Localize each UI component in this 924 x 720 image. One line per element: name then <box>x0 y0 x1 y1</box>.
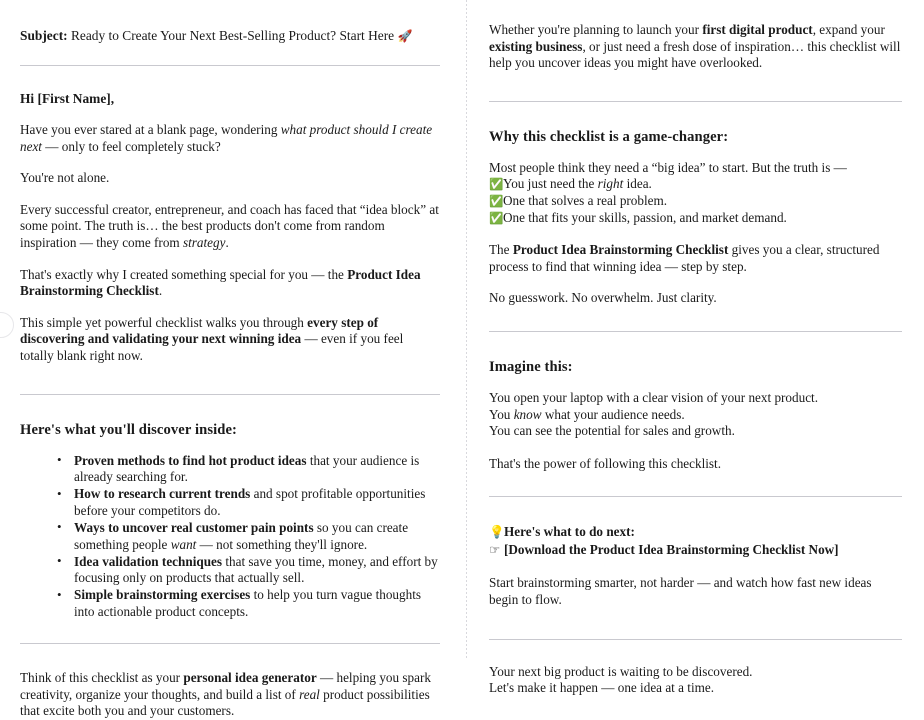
list-item <box>57 453 440 486</box>
emphasis-what-product: what product should I create next <box>20 122 433 154</box>
subject-line <box>20 27 440 45</box>
check-item <box>489 210 902 227</box>
cta-block <box>489 523 902 559</box>
personal-idea-generator-bold: personal idea generator <box>183 669 317 685</box>
check-item <box>489 193 902 210</box>
emphasis-real: real <box>299 686 320 702</box>
paragraph-text-cont: — helping you spark creativity, organize your thoughts, and build a list of <box>20 669 431 702</box>
list-item-bold: Proven methods to find hot product ideas <box>74 452 307 468</box>
list-item <box>57 587 440 620</box>
emphasis-strategy: strategy <box>182 234 226 250</box>
paragraph-created-special <box>20 267 440 300</box>
first-digital-product-bold: first digital product <box>702 22 813 37</box>
paragraph-text-end: product possibilities that excite both you and your customers. <box>20 686 430 719</box>
paragraph-whether-planning <box>489 22 902 72</box>
checklist-name-bold: Product Idea Brainstorming Checklist <box>512 242 729 258</box>
check-item-pre: You just need the <box>503 176 598 192</box>
list-item <box>57 554 440 587</box>
paragraph-text-cont: — even if you feel totally blank right now. <box>20 331 404 363</box>
checklist-intro: Most people think they need a “big idea” to start. But the truth is — <box>489 159 847 175</box>
imagine-block <box>489 390 902 440</box>
paragraph-personal-idea-generator <box>20 670 440 720</box>
cta-heading-line <box>489 524 635 539</box>
emphasis-know: know <box>513 406 542 422</box>
check-item-post: idea. <box>623 176 652 192</box>
paragraph-text: This simple yet powerful checklist walks you through <box>20 314 308 330</box>
paragraph-no-guesswork: No guesswork. No overwhelm. Just clarity. <box>489 290 717 306</box>
cta-download-line[interactable] <box>489 542 839 557</box>
paragraph-text-end: , or just need a fresh dose of inspiration… this checklist will help you uncover ideas you might have overlooked. <box>489 38 901 71</box>
existing-business-bold: existing business <box>489 38 583 54</box>
subject-label: Subject: <box>20 28 68 43</box>
lightbulb-icon: 💡 <box>489 524 505 540</box>
list-item-text-tail: — not something they'll ignore. <box>196 536 368 552</box>
paragraph-not-alone: You're not alone. <box>20 170 110 186</box>
paragraph-text-cont: . <box>225 234 229 250</box>
list-item-bold: How to research current trends <box>74 486 251 502</box>
paragraph-blank-page <box>20 122 440 155</box>
paragraph-structured-process <box>489 242 902 275</box>
signoff-line-1: Your next big product is waiting to be discovered. <box>489 663 753 679</box>
why-heading: Why this checklist is a game-changer: <box>489 128 729 145</box>
subject-text: Ready to Create Your Next Best-Selling Product? Start Here <box>67 28 398 43</box>
list-item-bold: Idea validation techniques <box>74 553 223 569</box>
list-item-text: to help you turn vague thoughts into actionable product concepts. <box>74 587 421 619</box>
check-item-pre: One that solves a real problem. <box>503 192 668 208</box>
paragraph-text: That's exactly why I created something special for you — the <box>20 266 348 282</box>
paragraph-text: Have you ever stared at a blank page, wondering <box>20 122 281 137</box>
list-item-bold: Ways to uncover real customer pain points <box>74 519 314 535</box>
check-item <box>489 176 902 193</box>
greeting: Hi [First Name], <box>20 91 115 106</box>
paragraph-text-cont: gives you a clear, structured process to find that winning idea — step by step. <box>489 242 880 274</box>
imagine-line-3: You can see the potential for sales and growth. <box>489 423 735 439</box>
paragraph-start-brainstorming: Start brainstorming smarter, not harder — and watch how fast new ideas begin to flow. <box>489 575 872 607</box>
list-item-emphasis: want <box>170 536 197 552</box>
imagine-line-2 <box>489 407 902 424</box>
signoff-block <box>489 664 902 697</box>
imagine-line-2-pre: You <box>489 406 514 422</box>
discover-heading: Here's what you'll discover inside: <box>20 421 238 438</box>
paragraph-thats-the-power: That's the power of following this checklist. <box>489 455 722 471</box>
list-item-text: so you can create something people <box>74 519 409 552</box>
discover-list <box>20 453 440 621</box>
signoff-line-2: Let's make it happen — one idea at a time. <box>489 680 715 696</box>
imagine-heading: Imagine this: <box>489 358 573 375</box>
list-item <box>57 486 440 519</box>
paragraph-text-cont: — only to feel completely stuck? <box>41 138 221 154</box>
paragraph-text-cont: , expand your <box>812 22 885 37</box>
list-item <box>57 520 440 553</box>
paragraph-text: Every successful creator, entrepreneur, and coach has faced that “idea block” at some point. The truth is… the best products don't come from random inspiration — they come from <box>20 201 439 250</box>
check-icon: ✅ <box>489 177 504 192</box>
paragraph-text: The <box>489 242 513 258</box>
paragraph-text-cont: . <box>158 283 163 299</box>
check-item-emphasis: right <box>597 176 624 192</box>
check-icon: ✅ <box>489 193 504 208</box>
imagine-line-1: You open your laptop with a clear vision of your next product. <box>489 389 819 405</box>
list-item-text: that save you time, money, and effort by focusing only on products that actually sell. <box>74 553 438 586</box>
checklist-block <box>489 160 902 226</box>
paragraph-idea-block <box>20 202 440 252</box>
list-item-bold: Simple brainstorming exercises <box>74 587 251 603</box>
every-step-bold: every step of discovering and validating your next winning idea <box>20 314 379 347</box>
right-column <box>466 0 924 696</box>
paragraph-text: Whether you're planning to launch your <box>489 22 703 37</box>
imagine-line-2-post: what your audience needs. <box>541 406 685 422</box>
rocket-icon: 🚀 <box>397 29 413 43</box>
list-item-text: that your audience is already searching for. <box>74 452 420 485</box>
download-link[interactable]: [Download the Product Idea Brainstorming Checklist Now] <box>504 542 839 558</box>
paragraph-text: Think of this checklist as your <box>20 669 184 685</box>
check-item-pre: One that fits your skills, passion, and market demand. <box>503 209 787 225</box>
pointing-hand-icon: ☞ <box>489 542 501 558</box>
cta-heading-text: Here's what to do next: <box>504 524 635 540</box>
list-item-text: and spot profitable opportunities before your competitors do. <box>74 486 426 518</box>
product-name-bold: Product Idea Brainstorming Checklist <box>20 266 421 299</box>
check-icon: ✅ <box>489 210 504 225</box>
paragraph-walks-you-through <box>20 315 440 365</box>
